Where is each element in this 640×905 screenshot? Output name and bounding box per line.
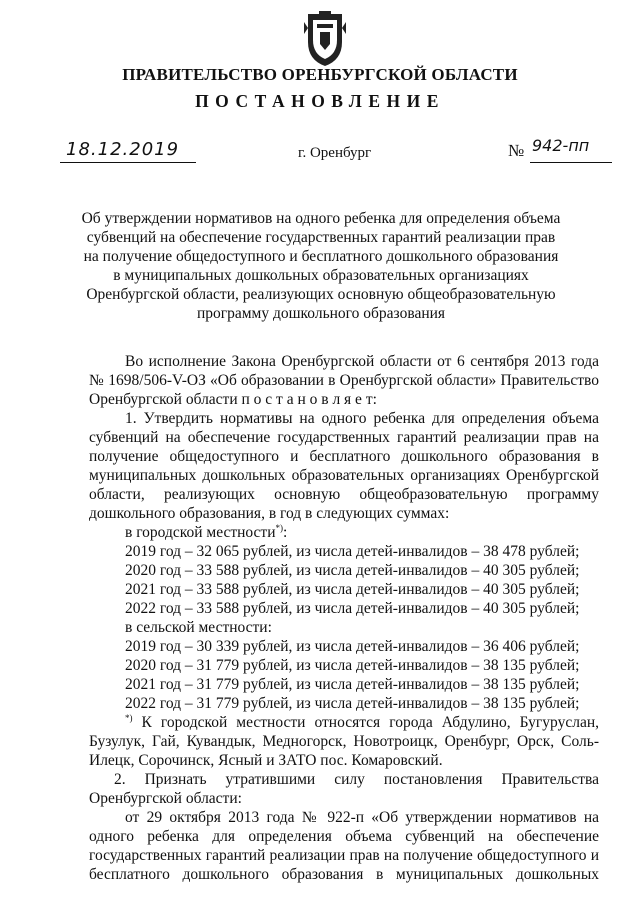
document-date: 18.12.2019 bbox=[66, 139, 180, 160]
urban-row: 2019 год – 32 065 рублей, из числа детей-инвалидов – 38 478 рублей; bbox=[125, 543, 580, 560]
document-type-heading: ПОСТАНОВЛЕНИЕ bbox=[195, 91, 445, 111]
date-underline bbox=[60, 162, 196, 163]
item-2-paragraph: 2. Признать утратившими силу постановления Правительства Оренбургской области: bbox=[89, 771, 599, 807]
coat-of-arms-emblem bbox=[300, 10, 350, 68]
document-number: 942-пп bbox=[532, 136, 590, 155]
footnote-mark: *) bbox=[125, 712, 133, 723]
rural-row: 2019 год – 30 339 рублей, из числа детей-инвалидов – 36 406 рублей; bbox=[125, 638, 580, 655]
urban-label: в городской местности*): bbox=[125, 522, 288, 541]
item-1-paragraph: 1. Утвердить нормативы на одного ребенка для определения объема субвенций на обеспечение государственных гарантий реализации прав на получение общедоступного и бесплатного дошкольного образования в муниципальных дошкольных образовательных организациях Оренбургской области, реализующих основную общеобразовательную программу дошкольного образования, в год в следующих суммах: bbox=[89, 410, 599, 522]
rural-row: 2020 год – 31 779 рублей, из числа детей-инвалидов – 38 135 рублей; bbox=[125, 657, 580, 674]
footnote-mark: *) bbox=[275, 522, 284, 533]
document-title: Об утверждении нормативов на одного ребенка для определения объема субвенций на обеспечение государственных гарантий реализации прав на получение общедоступного и бесплатного дошкольного образования в муниципальных дошкольных образовательных организациях Оренбургской области, реализующих основную общеобразовательную программу дошкольного образования bbox=[81, 210, 561, 322]
urban-label-text: в городской местности bbox=[125, 524, 276, 541]
urban-row: 2020 год – 33 588 рублей, из числа детей-инвалидов – 40 305 рублей; bbox=[125, 562, 580, 579]
government-heading: ПРАВИТЕЛЬСТВО ОРЕНБУРГСКОЙ ОБЛАСТИ bbox=[122, 65, 518, 84]
document-number-label: № bbox=[508, 141, 525, 160]
footnote-paragraph bbox=[89, 713, 599, 770]
item-2-sub-paragraph: от 29 октября 2013 года № 922-п «Об утверждении нормативов на одного ребенка для определения объема субвенций на обеспечение государственных гарантий реализации прав на получение общедоступного и бесплатного дошкольного образования в муниципальных дошкольных bbox=[89, 809, 599, 883]
urban-row: 2022 год – 33 588 рублей, из числа детей-инвалидов – 40 305 рублей; bbox=[125, 600, 580, 617]
rural-label: в сельской местности: bbox=[125, 619, 272, 636]
document-city: г. Оренбург bbox=[298, 145, 372, 161]
urban-row: 2021 год – 33 588 рублей, из числа детей-инвалидов – 40 305 рублей; bbox=[125, 581, 580, 598]
rural-row: 2021 год – 31 779 рублей, из числа детей-инвалидов – 38 135 рублей; bbox=[125, 676, 580, 693]
number-underline bbox=[530, 162, 612, 163]
footnote-text: К городской местности относятся города Абдулино, Бугуруслан, Бузулук, Гай, Кувандык, Медногорск, Новотроицк, Оренбург, Орск, Соль-Илецк, Сорочинск, Ясный и ЗАТО пос. Комаровский. bbox=[89, 714, 599, 769]
intro-paragraph: Во исполнение Закона Оренбургской области от 6 сентября 2013 года № 1698/506-V-ОЗ «Об образовании в Оренбургской области» Правительство Оренбургской области п о с т а н о в л я е т: bbox=[89, 353, 599, 408]
rural-row: 2022 год – 31 779 рублей, из числа детей-инвалидов – 38 135 рублей; bbox=[125, 695, 580, 712]
document-body bbox=[89, 352, 599, 884]
